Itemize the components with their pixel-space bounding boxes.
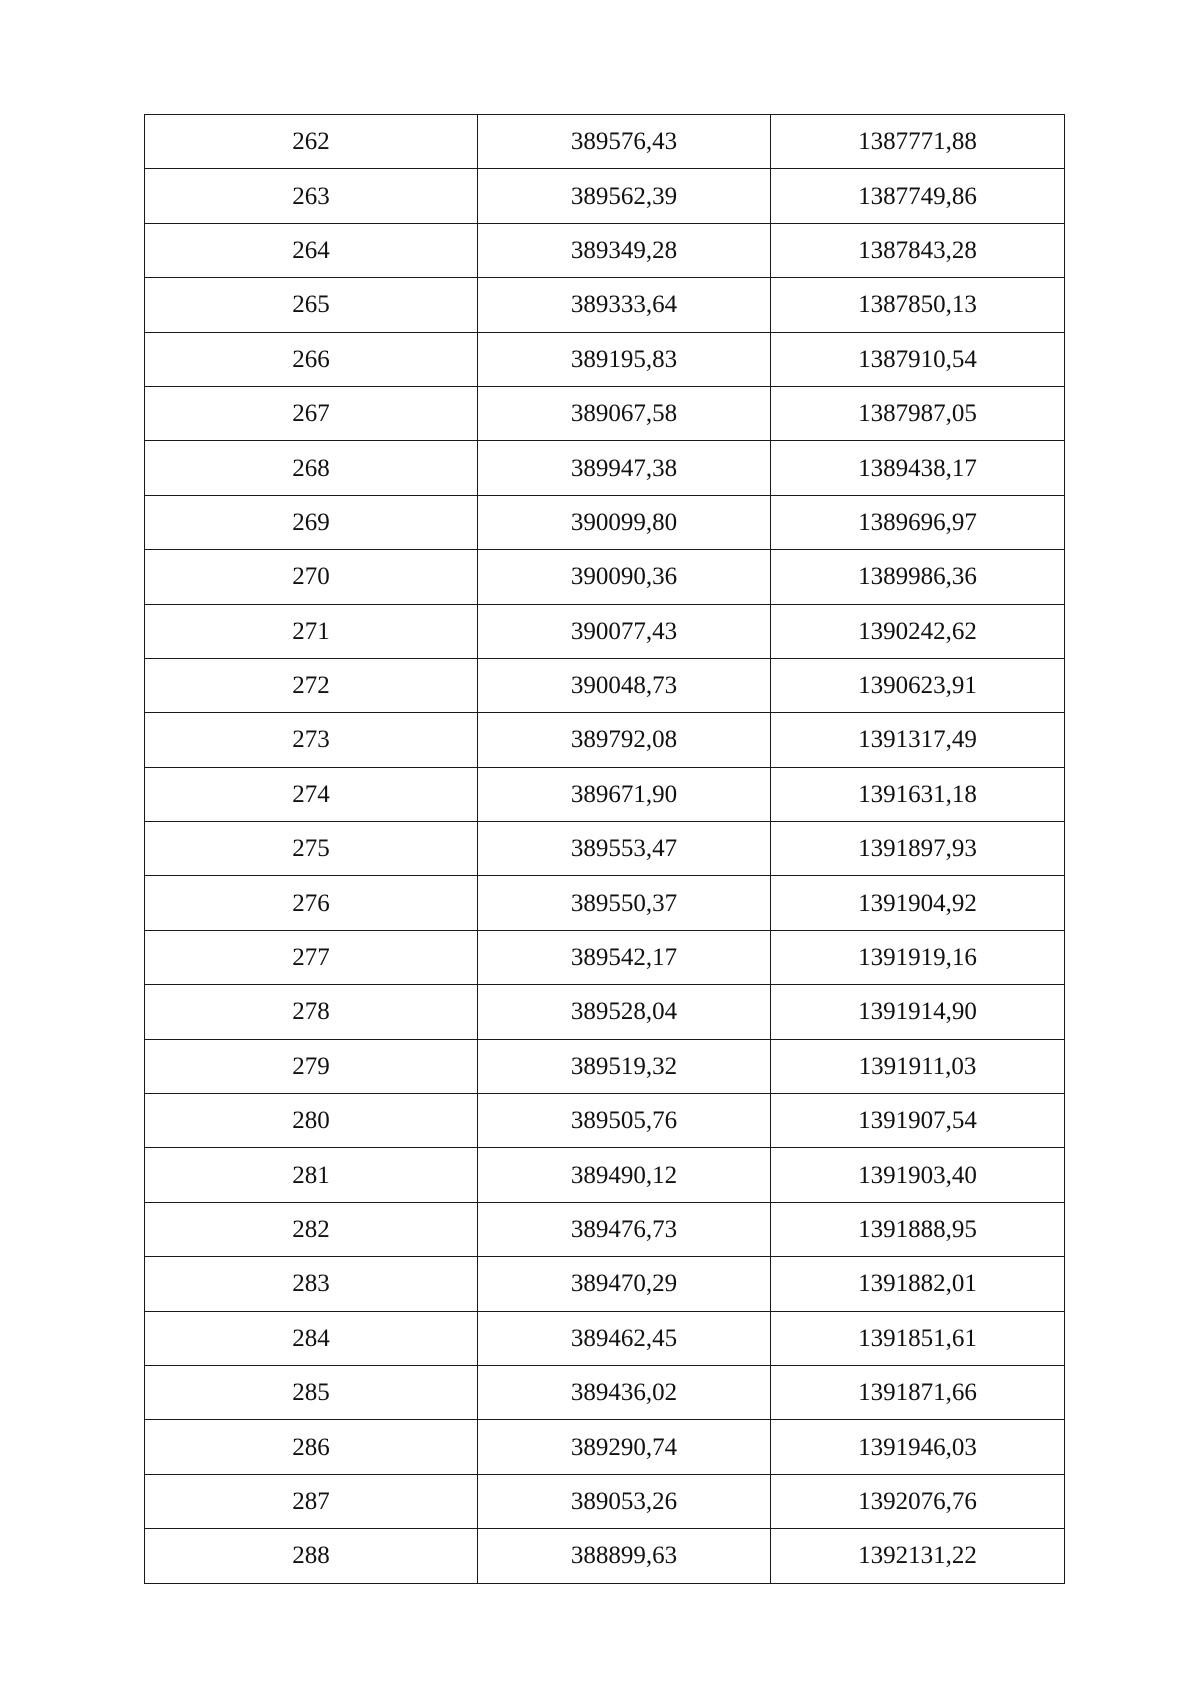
- coordinates-table: [144, 114, 1065, 1584]
- x-coordinate-cell: 390090,36: [478, 550, 771, 604]
- y-coordinate-cell: 1392131,22: [771, 1529, 1065, 1583]
- x-coordinate-cell: 389562,39: [478, 169, 771, 223]
- coordinates-table-body: [145, 115, 1065, 1584]
- point-number-cell: 281: [145, 1148, 478, 1202]
- y-coordinate-cell: 1391919,16: [771, 930, 1065, 984]
- y-coordinate-cell: 1390623,91: [771, 658, 1065, 712]
- x-coordinate-cell: 389195,83: [478, 332, 771, 386]
- y-coordinate-cell: 1387749,86: [771, 169, 1065, 223]
- y-coordinate-cell: 1389438,17: [771, 441, 1065, 495]
- table-row: [145, 1474, 1065, 1528]
- y-coordinate-cell: 1387987,05: [771, 386, 1065, 440]
- point-number-cell: 278: [145, 985, 478, 1039]
- point-number-cell: 288: [145, 1529, 478, 1583]
- y-coordinate-cell: 1391904,92: [771, 876, 1065, 930]
- x-coordinate-cell: 389470,29: [478, 1257, 771, 1311]
- y-coordinate-cell: 1391631,18: [771, 767, 1065, 821]
- y-coordinate-cell: 1391914,90: [771, 985, 1065, 1039]
- x-coordinate-cell: 389349,28: [478, 223, 771, 277]
- table-row: [145, 1257, 1065, 1311]
- x-coordinate-cell: 390048,73: [478, 658, 771, 712]
- y-coordinate-cell: 1391317,49: [771, 713, 1065, 767]
- x-coordinate-cell: 389792,08: [478, 713, 771, 767]
- y-coordinate-cell: 1391897,93: [771, 822, 1065, 876]
- y-coordinate-cell: 1391882,01: [771, 1257, 1065, 1311]
- table-row: [145, 550, 1065, 604]
- y-coordinate-cell: 1391871,66: [771, 1365, 1065, 1419]
- x-coordinate-cell: 389436,02: [478, 1365, 771, 1419]
- x-coordinate-cell: 389550,37: [478, 876, 771, 930]
- table-row: [145, 822, 1065, 876]
- point-number-cell: 266: [145, 332, 478, 386]
- y-coordinate-cell: 1392076,76: [771, 1474, 1065, 1528]
- y-coordinate-cell: 1391911,03: [771, 1039, 1065, 1093]
- table-row: [145, 930, 1065, 984]
- table-row: [145, 441, 1065, 495]
- table-row: [145, 278, 1065, 332]
- point-number-cell: 272: [145, 658, 478, 712]
- point-number-cell: 275: [145, 822, 478, 876]
- x-coordinate-cell: 389290,74: [478, 1420, 771, 1474]
- point-number-cell: 271: [145, 604, 478, 658]
- x-coordinate-cell: 389528,04: [478, 985, 771, 1039]
- table-row: [145, 1202, 1065, 1256]
- x-coordinate-cell: 389553,47: [478, 822, 771, 876]
- point-number-cell: 269: [145, 495, 478, 549]
- point-number-cell: 267: [145, 386, 478, 440]
- table-row: [145, 169, 1065, 223]
- point-number-cell: 265: [145, 278, 478, 332]
- point-number-cell: 279: [145, 1039, 478, 1093]
- table-row: [145, 1311, 1065, 1365]
- x-coordinate-cell: 389476,73: [478, 1202, 771, 1256]
- point-number-cell: 262: [145, 115, 478, 169]
- point-number-cell: 277: [145, 930, 478, 984]
- x-coordinate-cell: 389462,45: [478, 1311, 771, 1365]
- table-row: [145, 115, 1065, 169]
- x-coordinate-cell: 388899,63: [478, 1529, 771, 1583]
- table-row: [145, 332, 1065, 386]
- x-coordinate-cell: 389053,26: [478, 1474, 771, 1528]
- table-row: [145, 604, 1065, 658]
- y-coordinate-cell: 1387771,88: [771, 115, 1065, 169]
- x-coordinate-cell: 390099,80: [478, 495, 771, 549]
- x-coordinate-cell: 389671,90: [478, 767, 771, 821]
- y-coordinate-cell: 1391851,61: [771, 1311, 1065, 1365]
- y-coordinate-cell: 1390242,62: [771, 604, 1065, 658]
- table-row: [145, 713, 1065, 767]
- point-number-cell: 282: [145, 1202, 478, 1256]
- point-number-cell: 280: [145, 1094, 478, 1148]
- table-row: [145, 386, 1065, 440]
- x-coordinate-cell: 389542,17: [478, 930, 771, 984]
- table-row: [145, 495, 1065, 549]
- table-row: [145, 1365, 1065, 1419]
- table-row: [145, 1529, 1065, 1583]
- table-row: [145, 658, 1065, 712]
- y-coordinate-cell: 1391888,95: [771, 1202, 1065, 1256]
- y-coordinate-cell: 1387843,28: [771, 223, 1065, 277]
- point-number-cell: 273: [145, 713, 478, 767]
- x-coordinate-cell: 389333,64: [478, 278, 771, 332]
- y-coordinate-cell: 1389696,97: [771, 495, 1065, 549]
- x-coordinate-cell: 389947,38: [478, 441, 771, 495]
- point-number-cell: 283: [145, 1257, 478, 1311]
- y-coordinate-cell: 1391907,54: [771, 1094, 1065, 1148]
- point-number-cell: 286: [145, 1420, 478, 1474]
- y-coordinate-cell: 1387850,13: [771, 278, 1065, 332]
- point-number-cell: 285: [145, 1365, 478, 1419]
- table-row: [145, 985, 1065, 1039]
- point-number-cell: 270: [145, 550, 478, 604]
- y-coordinate-cell: 1391946,03: [771, 1420, 1065, 1474]
- y-coordinate-cell: 1387910,54: [771, 332, 1065, 386]
- point-number-cell: 263: [145, 169, 478, 223]
- table-row: [145, 1420, 1065, 1474]
- point-number-cell: 276: [145, 876, 478, 930]
- point-number-cell: 284: [145, 1311, 478, 1365]
- table-row: [145, 1094, 1065, 1148]
- table-row: [145, 1148, 1065, 1202]
- point-number-cell: 287: [145, 1474, 478, 1528]
- y-coordinate-cell: 1391903,40: [771, 1148, 1065, 1202]
- x-coordinate-cell: 389576,43: [478, 115, 771, 169]
- table-row: [145, 767, 1065, 821]
- x-coordinate-cell: 389505,76: [478, 1094, 771, 1148]
- point-number-cell: 268: [145, 441, 478, 495]
- x-coordinate-cell: 389519,32: [478, 1039, 771, 1093]
- point-number-cell: 274: [145, 767, 478, 821]
- table-row: [145, 1039, 1065, 1093]
- x-coordinate-cell: 389067,58: [478, 386, 771, 440]
- x-coordinate-cell: 390077,43: [478, 604, 771, 658]
- y-coordinate-cell: 1389986,36: [771, 550, 1065, 604]
- table-row: [145, 876, 1065, 930]
- x-coordinate-cell: 389490,12: [478, 1148, 771, 1202]
- point-number-cell: 264: [145, 223, 478, 277]
- table-row: [145, 223, 1065, 277]
